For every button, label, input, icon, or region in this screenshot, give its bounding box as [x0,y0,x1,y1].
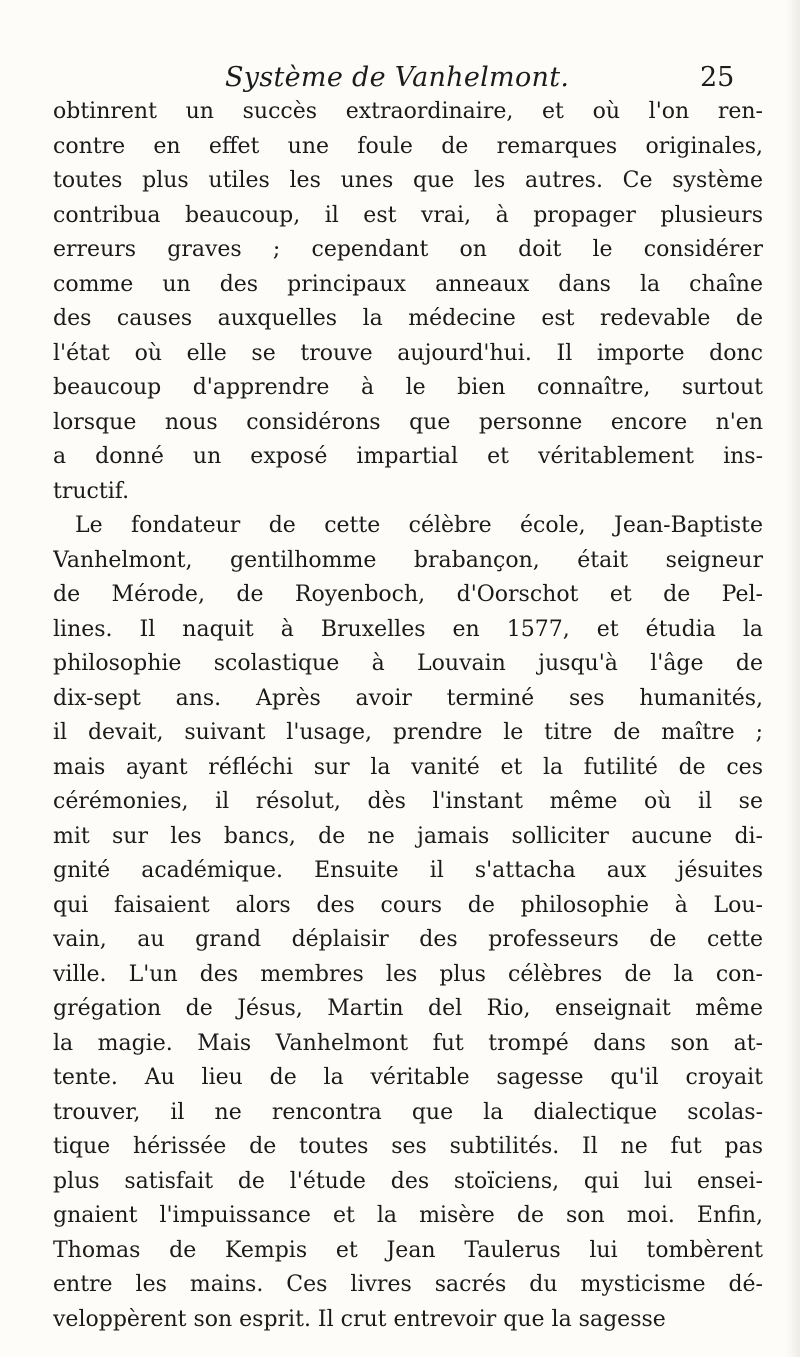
text-line: veloppèrent son esprit. Il crut entrevoir que la sagesse [53,1306,666,1332]
text-line: a donné un exposé impartial et véritablement ins- [53,444,763,469]
page-number: 25 [700,62,735,93]
text-line: des causes auxquelles la médecine est redevable de [53,306,763,331]
text-line: toutes plus utiles les unes que les autres. Ce système [53,168,763,193]
text-line: la magie. Mais Vanhelmont fut trompé dans son at- [53,1030,763,1056]
paragraph-1 [53,95,763,509]
running-title: Système de Vanhelmont. [225,62,570,93]
text-line: philosophie scolastique à Louvain jusqu'à l'âge de [53,651,763,676]
text-line: entre les mains. Ces livres sacrés du mysticisme dé- [53,1272,763,1297]
text-line: erreurs graves ; cependant on doit le considérer [53,237,763,262]
text-line: obtinrent un succès extraordinaire, et où l'on ren- [53,99,763,124]
text-line: Vanhelmont, gentilhomme brabançon, était seigneur [53,547,763,573]
text-line: gnité académique. Ensuite il s'attacha aux jésuites [53,858,763,883]
text-line: l'état où elle se trouve aujourd'hui. Il importe donc [53,340,763,366]
text-line: trouver, il ne rencontra que la dialectique scolas- [53,1099,763,1125]
text-line: comme un des principaux anneaux dans la chaîne [53,271,763,297]
text-line: beaucoup d'apprendre à le bien connaître, surtout [53,375,763,400]
text-line: gnaient l'impuissance et la misère de son moi. Enfin, [53,1203,763,1228]
text-line: de Mérode, de Royenboch, d'Oorschot et de Pel- [53,582,763,607]
text-line: mit sur les bancs, de ne jamais solliciter aucune di- [53,823,763,849]
text-line: vain, au grand déplaisir des professeurs de cette [53,927,763,952]
text-line: ville. L'un des membres les plus célèbres de la con- [53,961,763,987]
text-line: plus satisfait de l'étude des stoïciens, qui lui ensei- [53,1168,763,1194]
text-line: Le fondateur de cette célèbre école, Jean-Baptiste [75,513,763,538]
body-text [53,95,763,1337]
text-line: Thomas de Kempis et Jean Taulerus lui tombèrent [53,1237,763,1263]
text-line: cérémonies, il résolut, dès l'instant même où il se [53,789,763,814]
text-line: contribua beaucoup, il est vrai, à propager plusieurs [53,202,763,228]
text-line: tique hérissée de toutes ses subtilités. Il ne fut pas [53,1134,763,1159]
text-line: mais ayant réfléchi sur la vanité et la futilité de ces [53,754,763,780]
text-line: lorsque nous considérons que personne encore n'en [53,409,763,435]
text-line: tructif. [53,478,130,504]
text-line: lines. Il naquit à Bruxelles en 1577, et étudia la [53,616,763,642]
page-edge-shadow [786,0,800,1357]
text-line: tente. Au lieu de la véritable sagesse qu'il croyait [53,1065,763,1090]
text-line: qui faisaient alors des cours de philosophie à Lou- [53,892,763,918]
text-line: dix-sept ans. Après avoir terminé ses humanités, [53,685,763,711]
text-line: il devait, suivant l'usage, prendre le titre de maître ; [53,720,763,745]
paragraph-2 [53,509,763,1337]
text-line: contre en effet une foule de remarques originales, [53,133,763,159]
text-line: grégation de Jésus, Martin del Rio, enseignait même [53,996,763,1021]
